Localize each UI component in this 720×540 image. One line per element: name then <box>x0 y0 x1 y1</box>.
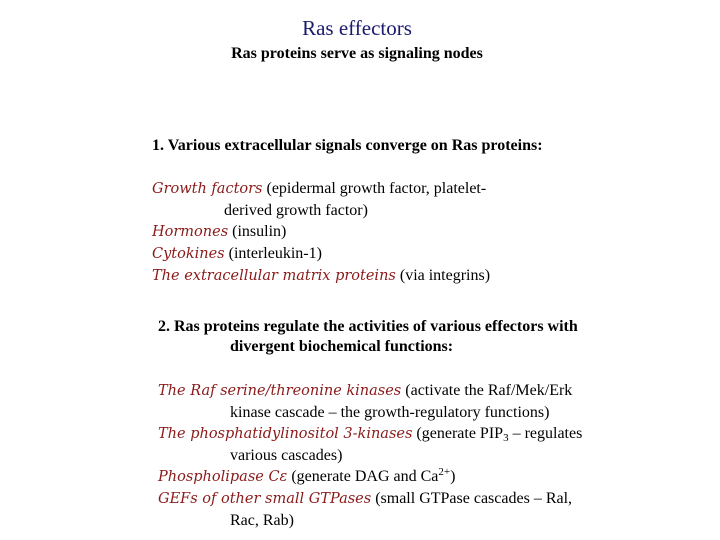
item-term: GEFs of other small GTPases <box>158 491 372 507</box>
item-description: – regulates <box>508 425 583 442</box>
item-description: (epidermal growth factor, platelet- <box>262 180 487 197</box>
list-item <box>152 221 672 243</box>
item-continuation: Rac, Rab) <box>230 512 294 529</box>
item-term: Growth factors <box>152 181 263 197</box>
item-continuation: derived growth factor) <box>224 202 368 219</box>
list-item <box>152 178 672 221</box>
subscript: 3 <box>503 432 509 444</box>
section2-heading-line1: 2. Ras proteins regulate the activities of various effectors with <box>158 318 578 335</box>
item-term: Hormones <box>152 224 229 240</box>
list-item <box>158 466 698 488</box>
item-term: The phosphatidylinositol 3-kinases <box>158 426 413 442</box>
item-description: (insulin) <box>228 223 287 240</box>
list-item <box>158 488 698 531</box>
item-description: (activate the Raf/Mek/Erk <box>401 382 573 399</box>
item-description: (generate DAG and Ca <box>287 468 439 485</box>
list-item <box>158 423 698 466</box>
section2-list <box>158 380 698 531</box>
section1-heading: 1. Various extracellular signals converge on Ras proteins: <box>152 137 543 154</box>
item-description: (small GTPase cascades – Ral, <box>371 490 573 507</box>
item-description: (generate PIP <box>412 425 504 442</box>
item-continuation: various cascades) <box>230 447 343 464</box>
item-description: (interleukin-1) <box>224 245 322 262</box>
item-term: Phospholipase Cε <box>158 469 288 485</box>
slide-subtitle: Ras proteins serve as signaling nodes <box>231 45 483 62</box>
section2-heading <box>158 317 688 357</box>
item-description: ) <box>450 468 456 485</box>
item-description: (via integrins) <box>395 267 491 284</box>
list-item <box>158 380 698 423</box>
item-term: The extracellular matrix proteins <box>152 268 396 284</box>
item-continuation: kinase cascade – the growth-regulatory functions) <box>230 404 550 421</box>
section2-heading-line2: divergent biochemical functions: <box>230 338 454 355</box>
list-item <box>152 265 672 287</box>
item-term: Cytokines <box>152 246 225 262</box>
list-item <box>152 243 672 265</box>
superscript: 2+ <box>438 466 451 478</box>
section1-list <box>152 178 672 287</box>
item-term: The Raf serine/threonine kinases <box>158 383 402 399</box>
slide-title: Ras effectors <box>302 16 412 40</box>
